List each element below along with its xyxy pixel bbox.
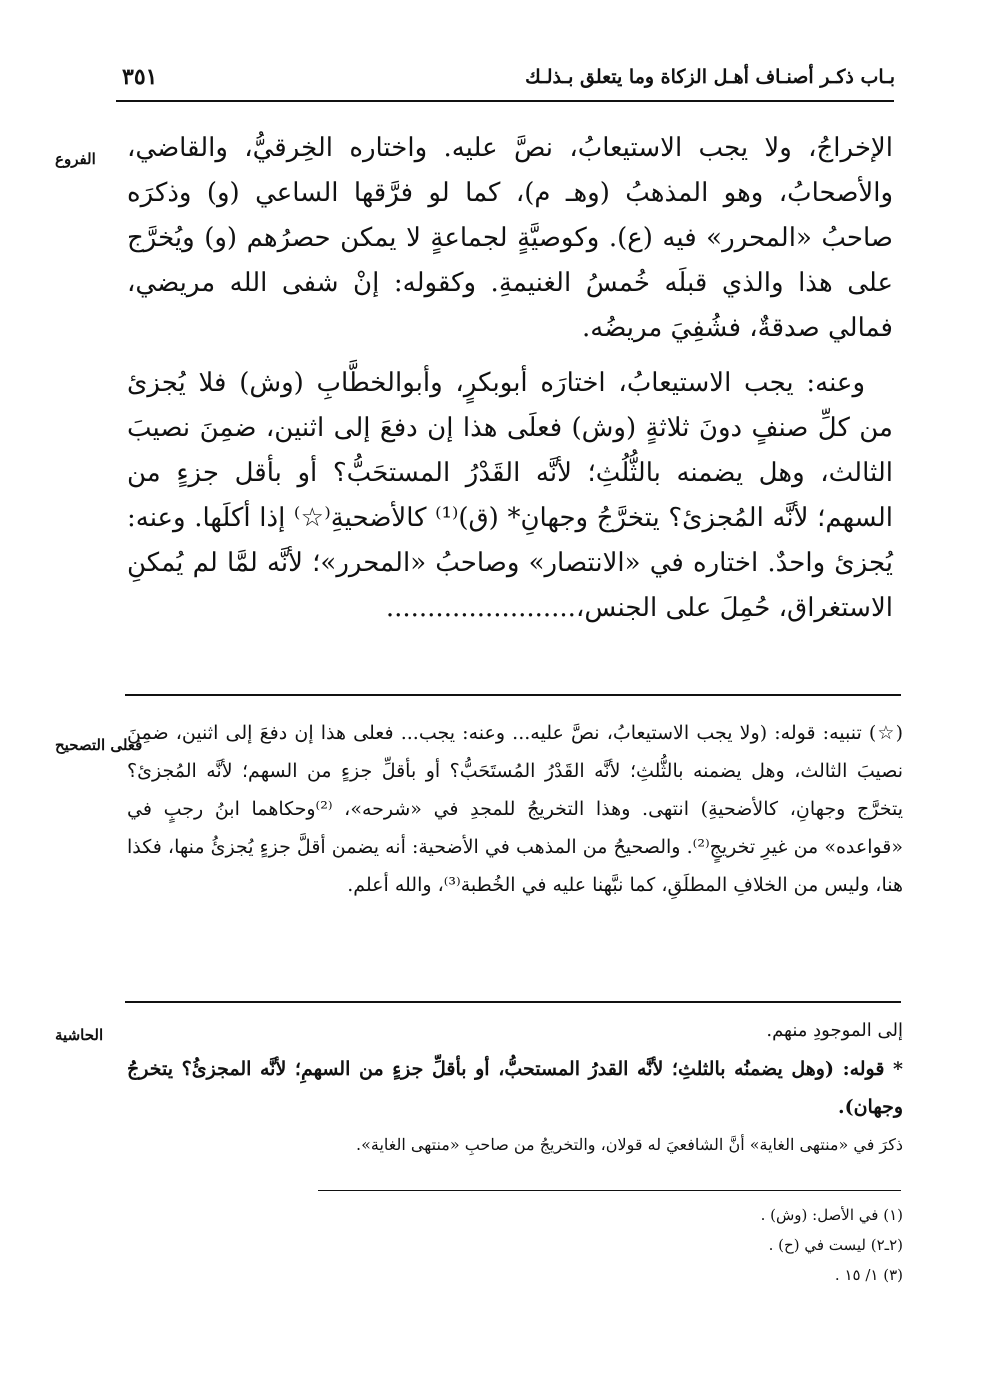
tashih-divider: [125, 1001, 901, 1003]
hashiya-line-1: إلى الموجودِ منهم.: [766, 1020, 903, 1041]
hashiya-quote: * قوله: (وهل يضمنُه بالثلثِ؛ لأنَّه القدرُ المستحبُّ، أو بأقلِّ جزءٍ من السهمِ؛ لأنَّه المجزئُ؟ يتخرجُ وجهان).: [127, 1058, 903, 1118]
header-divider: [116, 100, 894, 102]
footnote-3: (٣) ١/ ١٥ .: [834, 1266, 903, 1284]
footnote-2: (٢ـ٢) ليست في (ح) .: [768, 1236, 903, 1254]
tashih-paragraph: (☆) تنبيه: قوله: (ولا يجب الاستيعابُ، نصَّ عليه... وعنه: يجب... فعلى هذا إن دفعَ إلى اثنين، ضمِنَ نصيبَ الثالث، وهل يضمنه بالثُّلثِ؛ لأنَّه القَدْرُ المُستَحَبُّ؟ أو بأقلِّ جزءٍ من السهم؛ لأنَّه المُجزئ؟ يتخرَّج وجهانِ، كالأضحيةِ) انتهى. وهذا التخريجُ للمجدِ في «شرحه»، ⁽²⁾وحكاهما ابنُ رجبٍ في «قواعده» من غيرِ تخريجٍ⁽²⁾. والصحيحُ من المذهب في الأضحية: أنه يضمن أقلَّ جزءٍ يُجزئُ منها، فكذا هنا، وليس من الخلافِ المطلَقِ، كما نبَّهنا عليه في الخُطبة⁽³⁾، والله أعلم.: [127, 722, 904, 896]
running-header-title: بـاب ذكـر أصنـاف أهـل الزكاة وما يتعلق بـذلـك: [525, 66, 895, 88]
label-hashiya: الحاشية: [55, 1026, 104, 1044]
label-furu: الفروع: [55, 150, 96, 168]
footnotes: [503, 1200, 903, 1290]
footnote-1: (١) في الأصل: (وش) .: [760, 1206, 903, 1224]
page-number: ٣٥١: [122, 64, 158, 90]
label-tashih: فعلى التصحيح: [55, 736, 143, 754]
hashiya-text: [127, 1012, 903, 1164]
tashih-text: [127, 714, 903, 904]
main-text: [127, 126, 893, 631]
main-divider: [125, 694, 901, 696]
continuation-dots: .......................: [385, 593, 576, 623]
main-paragraph-2-text: وعنه: يجب الاستيعابُ، اختارَه أبوبكرٍ، وأبوالخطَّابِ (وش) فلا يُجزئ من كلِّ صنفٍ دونَ ثلاثةٍ (وش) فعلَى هذا إن دفعَ إلى اثنين، ضمِنَ نصيبَ الثالث، وهل يضمنه بالثُّلُثِ؛ لأنَّه القَدْرُ المستحَبُّ؟ أو بأقل جزءٍ من السهم؛ لأنَّه المُجزئ؟ يتخرَّجُ وجهانِ* (ق)⁽¹⁾ كالأضحيةِ⁽☆⁾ إذا أكلَها. وعنه: يُجزئ واحدٌ. اختاره في «الانتصار» وصاحبُ «المحرر»؛ لأنَّه لمَّا لم يُمكنِ الاستغراق، حُمِلَ على الجنس،: [127, 368, 893, 623]
main-paragraph-2: [127, 361, 893, 631]
hashiya-note: ذكرَ في «منتهى الغاية» أنَّ الشافعيَ له قولان، والتخريجُ من صاحبِ «منتهى الغاية».: [356, 1135, 903, 1154]
hashiya-divider: [318, 1190, 901, 1191]
main-paragraph-1: الإخراجُ، ولا يجب الاستيعابُ، نصَّ عليه. واختاره الخِرقيُّ، والقاضي، والأصحابُ، وهو المذهبُ (وهـ م)، كما لو فرَّقها الساعي (و) وذكرَه صاحبُ «المحرر» فيه (ع). وكوصيَّةٍ لجماعةٍ لا يمكن حصرُهم (و) ويُخرَّج على هذا والذي قبلَه خُمسُ الغنيمةِ. وكقوله: إنْ شفى الله مريضي، فمالي صدقةٌ، فشُفِيَ مريضُه.: [127, 133, 893, 343]
